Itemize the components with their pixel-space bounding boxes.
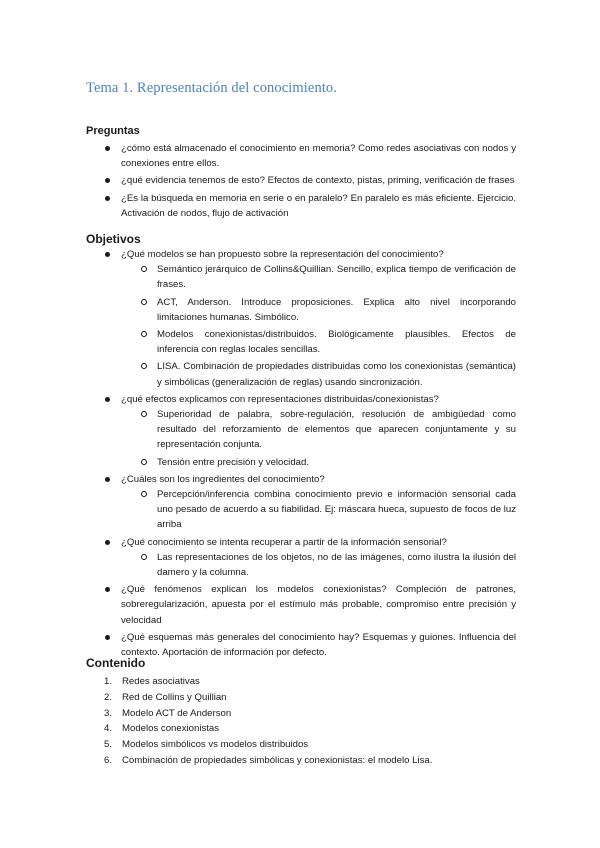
sub-list xyxy=(121,487,516,533)
sub-list-item: Semántico jerárquico de Collins&Quillian. Sencillo, explica tiempo de verificación de frases. xyxy=(121,262,516,292)
list-item: ¿qué evidencia tenemos de esto? Efectos de contexto, pistas, priming, verificación de frases xyxy=(86,173,516,188)
section-heading-preguntas: Preguntas xyxy=(86,125,140,137)
sub-list-item: Tensión entre precisión y velocidad. xyxy=(121,455,516,470)
sub-list-item: ACT, Anderson. Introduce proposiciones. Explica alto nivel incorporando limitaciones humanas. Simbólico. xyxy=(121,295,516,325)
section-heading-contenido: Contenido xyxy=(86,656,146,670)
circle-bullet-icon xyxy=(141,459,147,465)
list-item: ¿Cuáles son los ingredientes del conocimiento? Percepción/inferencia combina conocimiento previo e información sensorial cada uno pesado de acuerdo a su fiabilidad. Ej: máscara hueca, supuesto de focos de luz arriba xyxy=(86,472,516,533)
bullet-icon xyxy=(105,587,110,592)
list-item: ¿Qué esquemas más generales del conocimiento hay? Esquemas y guiones. Influencia del contexto. Aportación de información por defecto. xyxy=(86,630,516,660)
preguntas-list xyxy=(86,141,516,221)
circle-bullet-icon xyxy=(141,299,147,305)
circle-bullet-icon xyxy=(141,331,147,337)
list-item: ¿Es la búsqueda en memoria en serie o en paralelo? En paralelo es más eficiente. Ejercicio. Activación de nodos, flujo de activación xyxy=(86,191,516,221)
sub-list xyxy=(121,407,516,470)
numbered-item: 6. Combinación de propiedades simbólicas y conexionistas: el modelo Lisa. xyxy=(104,754,433,766)
sub-list-item: LISA. Combinación de propiedades distribuidas como los conexionistas (semántica) y simbólicas (generalización de reglas) usando sincronización. xyxy=(121,359,516,389)
objetivos-list xyxy=(86,247,516,660)
sub-list xyxy=(121,550,516,580)
sub-list xyxy=(121,262,516,390)
list-item: ¿qué efectos explicamos con representaciones distribuidas/conexionistas? Superioridad de palabra, sobre-regulación, resolución de ambigüedad como resultado del reforzamiento de elementos que aparecen conjuntamente y su representación conjunta. Tensión entre precisión y velocidad. xyxy=(86,392,516,470)
bullet-icon xyxy=(105,477,110,482)
bullet-icon xyxy=(105,635,110,640)
circle-bullet-icon xyxy=(141,363,147,369)
sub-list-item: Superioridad de palabra, sobre-regulación, resolución de ambigüedad como resultado del reforzamiento de elementos que aparecen conjuntamente y su representación conjunta. xyxy=(121,407,516,453)
list-item: ¿Qué fenómenos explican los modelos conexionistas? Compleción de patrones, sobreregularización, apuesta por el estímulo más probable, compromiso entre precisión y velocidad xyxy=(86,582,516,628)
page-title: Tema 1. Representación del conocimiento. xyxy=(86,80,338,96)
list-item: ¿cómo está almacenado el conocimiento en memoria? Como redes asociativas con nodos y conexiones entre ellos. xyxy=(86,141,516,171)
list-item: ¿Qué conocimiento se intenta recuperar a partir de la información sensorial? Las representaciones de los objetos, no de las imágenes, como ilustra la ilusión del damero y la columna. xyxy=(86,535,516,581)
numbered-item: 1. Redes asociativas xyxy=(104,676,200,687)
numbered-item: 3. Modelo ACT de Anderson xyxy=(104,707,232,719)
bullet-icon xyxy=(105,252,110,257)
bullet-icon xyxy=(105,397,110,402)
sub-list-item: Modelos conexionistas/distribuidos. Biológicamente plausibles. Efectos de inferencia con reglas locales sencillas. xyxy=(121,327,516,357)
numbered-item: 4. Modelos conexionistas xyxy=(104,723,220,735)
circle-bullet-icon xyxy=(141,491,147,497)
sub-list-item: Percepción/inferencia combina conocimiento previo e información sensorial cada uno pesado de acuerdo a su fiabilidad. Ej: máscara hueca, supuesto de focos de luz arriba xyxy=(121,487,516,533)
sub-list-item: Las representaciones de los objetos, no de las imágenes, como ilustra la ilusión del damero y la columna. xyxy=(121,550,516,580)
bullet-icon xyxy=(105,540,110,545)
section-heading-objetivos: Objetivos xyxy=(86,232,141,246)
circle-bullet-icon xyxy=(141,266,147,272)
bullet-icon xyxy=(105,196,110,201)
circle-bullet-icon xyxy=(141,411,147,417)
list-item: ¿Qué modelos se han propuesto sobre la representación del conocimiento? Semántico jerárquico de Collins&Quillian. Sencillo, explica tiempo de verificación de frases. ACT, Anderson. Introduce proposiciones. Explica alto nivel incorporando limitaciones humanas. Simbólico. Modelos conexionistas/distribuidos. Biológicamente plausibles. Efectos de inferencia con reglas locales sencillas. LISA. Combinación de propiedades distribuidas como los conexionistas (semántica) y simbólicas (generalización de reglas) usando sincronización. xyxy=(86,247,516,390)
contenido-list xyxy=(86,674,516,769)
bullet-icon xyxy=(105,146,110,151)
numbered-item: 2. Red de Collins y Quillian xyxy=(104,691,227,703)
numbered-item: 5. Modelos simbólicos vs modelos distribuidos xyxy=(104,739,309,751)
bullet-icon xyxy=(105,178,110,183)
circle-bullet-icon xyxy=(141,554,147,560)
